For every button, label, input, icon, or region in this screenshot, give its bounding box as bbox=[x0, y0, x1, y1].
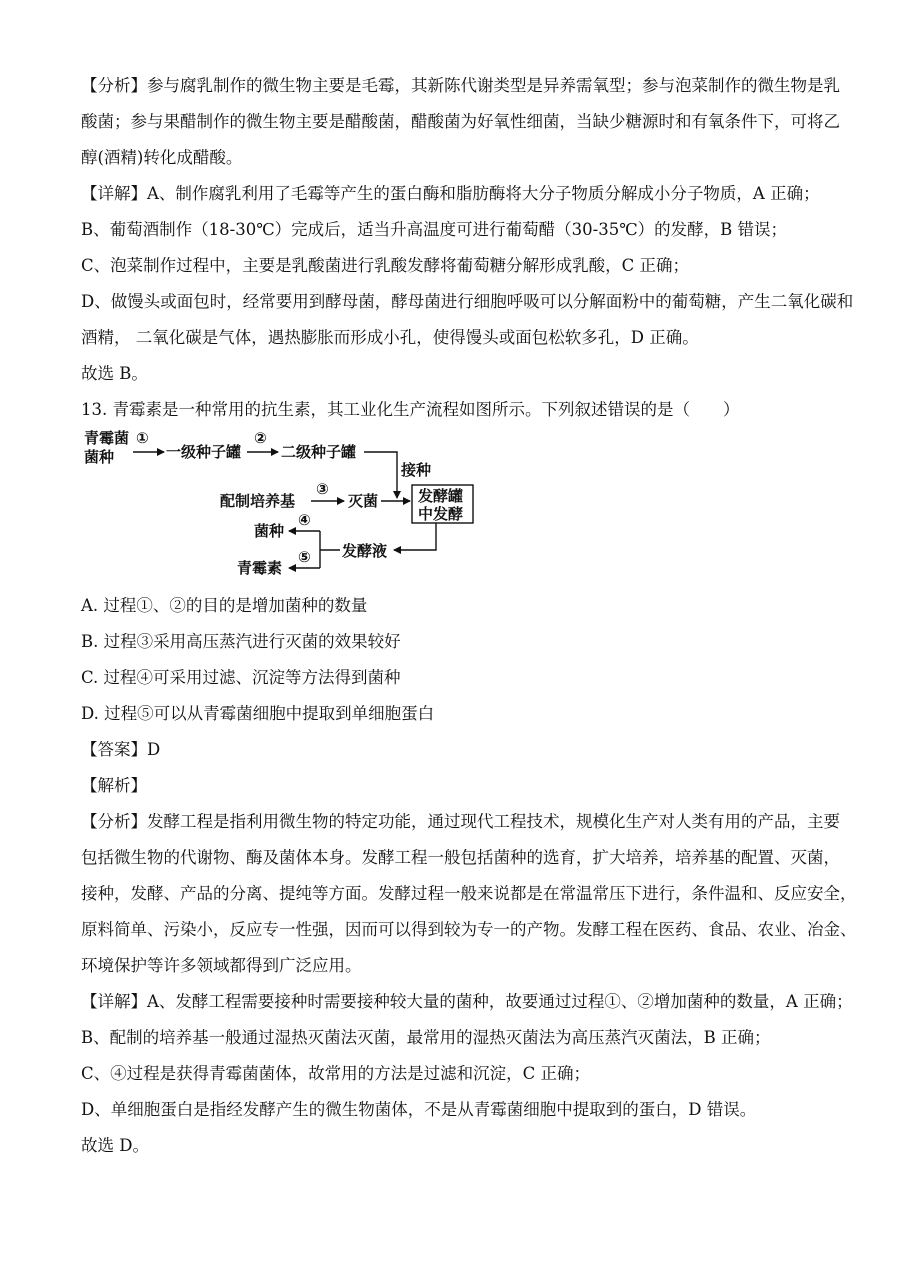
secondary-seed-tank: 二级种子罐 bbox=[281, 443, 357, 461]
penicillin-output: 青霉素 bbox=[237, 559, 283, 577]
q13-option-d: D. 过程⑤可以从青霉菌细胞中提取到单细胞蛋白 bbox=[81, 704, 435, 723]
q13-option-b: B. 过程③采用高压蒸汽进行灭菌的效果较好 bbox=[81, 632, 401, 651]
q13-analysis-line-5: 环境保护等许多领域都得到广泛应用。 bbox=[81, 956, 362, 975]
q13-option-c: C. 过程④可采用过滤、沉淀等方法得到菌种 bbox=[81, 668, 401, 687]
q13-analysis-line-2: 包括微生物的代谢物、酶及菌体本身。发酵工程一般包括菌种的选育，扩大培养，培养基的配置、灭菌， bbox=[81, 848, 840, 867]
q13-conclusion: 故选 D。 bbox=[81, 1136, 149, 1155]
q12-analysis-line-1: 【分析】参与腐乳制作的微生物主要是毛霉，其新陈代谢类型是异养需氧型；参与泡菜制作的微生物是乳 bbox=[81, 76, 840, 95]
step3-label: ③ bbox=[316, 480, 329, 498]
q12-detail-line-3: C、泡菜制作过程中，主要是乳酸菌进行乳酸发酵将葡萄糖分解形成乳酸，C 正确； bbox=[81, 256, 689, 275]
q13-analysis-line-3: 接种，发酵、产品的分离、提纯等方面。发酵过程一般来说都是在常温常压下进行，条件温和、反应安全， bbox=[81, 884, 857, 903]
q12-conclusion: 故选 B。 bbox=[81, 364, 148, 383]
q12-detail-line-1: 【详解】A、制作腐乳利用了毛霉等产生的蛋白酶和脂肪酶将大分子物质分解成小分子物质，A 正确； bbox=[81, 184, 820, 203]
q13-answer: 【答案】D bbox=[81, 740, 161, 759]
penicillin-production-flowchart bbox=[84, 426, 484, 586]
q12-detail-line-4: D、做馒头或面包时，经常要用到酵母菌，酵母菌进行细胞呼吸可以分解面粉中的葡萄糖，产生二氧化碳和 bbox=[81, 292, 854, 311]
sterilize-step: 灭菌 bbox=[348, 492, 379, 510]
arrow-to-broth bbox=[394, 523, 436, 550]
fermenter-label-line2: 中发酵 bbox=[418, 505, 464, 523]
q13-option-a: A. 过程①、②的目的是增加菌种的数量 bbox=[81, 596, 368, 615]
q12-analysis-line-2: 酸菌；参与果醋制作的微生物主要是醋酸菌，醋酸菌为好氧性细菌，当缺少糖源时和有氧条件下，可将乙 bbox=[81, 112, 840, 131]
inoculate-label: 接种 bbox=[401, 461, 432, 479]
strain-label-line1: 青霉菌 bbox=[84, 429, 130, 447]
q13-explain-heading: 【解析】 bbox=[81, 776, 147, 795]
q13-analysis-line-1: 【分析】发酵工程是指利用微生物的特定功能，通过现代工程技术，规模化生产对人类有用的产品，主要 bbox=[81, 812, 840, 831]
fermenter-label-line1: 发酵罐 bbox=[418, 487, 464, 505]
prepare-medium: 配制培养基 bbox=[220, 492, 296, 510]
step4-label: ④ bbox=[298, 511, 311, 529]
q12-analysis-line-3: 醇(酒精)转化成醋酸。 bbox=[81, 148, 243, 167]
q13-analysis-line-4: 原料简单、污染小，反应专一性强，因而可以得到较为专一的产物。发酵工程在医药、食品、农业、冶金、 bbox=[81, 920, 857, 939]
strain-output: 菌种 bbox=[254, 522, 285, 540]
q12-detail-line-2: B、葡萄酒制作（18-30℃）完成后，适当升高温度可进行葡萄醋（30-35℃）的发酵，B 错误； bbox=[81, 220, 788, 239]
q13-detail-line-4: D、单细胞蛋白是指经发酵产生的微生物菌体，不是从青霉菌细胞中提取到的蛋白，D 错误。 bbox=[81, 1100, 757, 1119]
step5-label: ⑤ bbox=[298, 548, 311, 566]
q12-detail-line-5: 酒精， 二氧化碳是气体，遇热膨胀而形成小孔，使得馒头或面包松软多孔，D 正确。 bbox=[81, 328, 699, 347]
q13-detail-line-1: 【详解】A、发酵工程需要接种时需要接种较大量的菌种，故要通过过程①、②增加菌种的数量，A 正确； bbox=[81, 992, 853, 1011]
q13-detail-line-3: C、④过程是获得青霉菌菌体，故常用的方法是过滤和沉淀，C 正确； bbox=[81, 1064, 590, 1083]
primary-seed-tank: 一级种子罐 bbox=[166, 443, 242, 461]
step1-label: ① bbox=[136, 429, 149, 447]
fermentation-broth: 发酵液 bbox=[342, 542, 388, 560]
step2-label: ② bbox=[254, 429, 267, 447]
q13-stem: 13. 青霉素是一种常用的抗生素，其工业化生产流程如图所示。下列叙述错误的是（ ） bbox=[81, 400, 740, 419]
strain-label-line2: 菌种 bbox=[84, 448, 115, 466]
q13-detail-line-2: B、配制的培养基一般通过湿热灭菌法灭菌，最常用的湿热灭菌法为高压蒸汽灭菌法，B 正确； bbox=[81, 1028, 771, 1047]
